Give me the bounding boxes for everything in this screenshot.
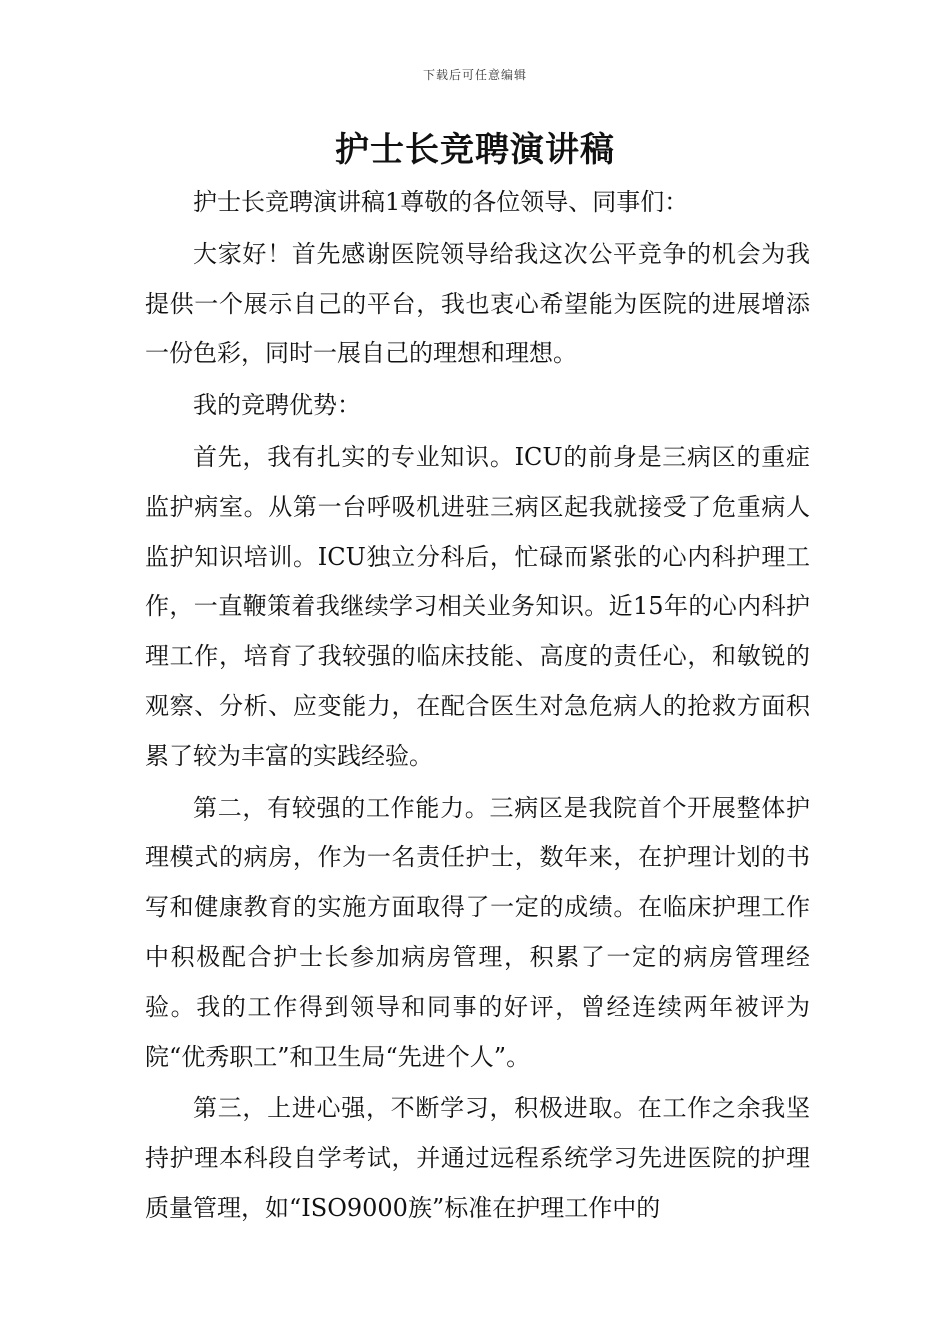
paragraph-first-advantage: 首先，我有扎实的专业知识。ICU的前身是三病区的重症监护病室。从第一台呼吸机进驻三病区起我就接受了危重病人监护知识培训。ICU独立分科后，忙碌而紧张的心内科护理工作，一直鞭策着我继续学习相关业务知识。近15年的心内科护理工作，培育了我较强的临床技能、高度的责任心，和敏锐的观察、分析、应变能力，在配合医生对急危病人的抢救方面积累了较为丰富的实践经验。 — [145, 442, 810, 770]
document-title: 护士长竞聘演讲稿 — [335, 130, 615, 170]
paragraph-second-advantage: 第二，有较强的工作能力。三病区是我院首个开展整体护理模式的病房，作为一名责任护士，数年来，在护理计划的书写和健康教育的实施方面取得了一定的成绩。在临床护理工作中积极配合护士长参加病房管理，积累了一定的病房管理经验。我的工作得到领导和同事的好评，曾经连续两年被评为院“优秀职工”和卫生局“先进个人”。 — [145, 793, 810, 1071]
paragraph-greeting: 护士长竞聘演讲稿1尊敬的各位领导、同事们： — [193, 188, 689, 216]
header-note: 下载后可任意编辑 — [422, 68, 527, 82]
document-body — [145, 178, 810, 1234]
paragraph-third-advantage: 第三，上进心强，不断学习，积极进取。在工作之余我坚持护理本科段自学考试，并通过远程系统学习先进医院的护理质量管理，如“ISO9000族”标准在护理工作中的 — [145, 1094, 810, 1222]
paragraph-advantages-heading: 我的竞聘优势： — [193, 391, 361, 420]
paragraph-intro: 大家好！首先感谢医院领导给我这次公平竞争的机会为我提供一个展示自己的平台，我也衷心希望能为医院的进展增添一份色彩，同时一展自己的理想和理想。 — [145, 239, 810, 368]
